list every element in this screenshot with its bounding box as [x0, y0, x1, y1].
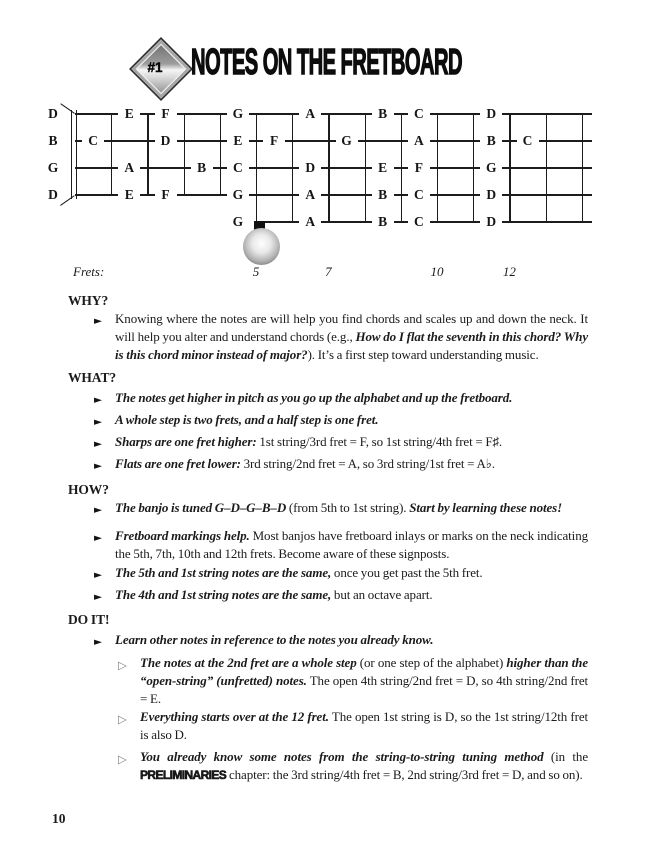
nut-line	[71, 110, 72, 199]
string-line	[75, 113, 592, 114]
chapter-number: #1	[147, 60, 163, 75]
page-title	[191, 41, 648, 82]
text-segment: 1st string/3rd fret = F, so 1st string/4th fret = F♯.	[256, 434, 503, 449]
triangle-bullet-icon: ►	[94, 393, 102, 406]
section-heading: WHAT?	[68, 370, 117, 385]
fret-line	[473, 113, 474, 222]
section-heading: HOW?	[68, 482, 109, 497]
note-letter: C	[408, 213, 430, 231]
fret-number: 10	[430, 264, 444, 279]
note-letter: B	[372, 105, 394, 123]
note-letter: G	[227, 186, 249, 204]
text-segment: A whole step is two frets, and a half step is one fret.	[115, 412, 379, 427]
note-letter: B	[191, 159, 213, 177]
nut-line	[76, 110, 78, 199]
open-string-label: G	[232, 214, 244, 229]
note-letter: G	[227, 105, 249, 123]
note-letter: A	[299, 186, 321, 204]
text-segment: Knowing where the notes are will help you find chords and scales up and down the neck. It will help you alter and understand chords (e.g.,	[115, 311, 588, 344]
note-letter: E	[118, 105, 140, 123]
lesson-content	[68, 292, 588, 784]
open-string-label: B	[48, 133, 58, 148]
text-segment: The notes get higher in pitch as you go up the alphabet and up the fretboard.	[115, 390, 513, 405]
text-segment: The open 1st string is D, so the 1st string/12th fret is also D.	[140, 709, 588, 742]
note-letter: D	[299, 159, 321, 177]
note-letter: D	[480, 213, 502, 231]
page-number: 10	[52, 811, 66, 826]
bullet-item	[68, 564, 588, 582]
sub-bullet-item	[68, 708, 588, 744]
note-letter: F	[155, 186, 177, 204]
note-letter: E	[227, 132, 249, 150]
note-letter: E	[372, 159, 394, 177]
triangle-bullet-icon: ►	[94, 314, 102, 327]
note-letter: G	[480, 159, 502, 177]
note-letter: B	[480, 132, 502, 150]
text-segment: The 5th and 1st string notes are the same,	[115, 565, 332, 580]
fret-line	[437, 113, 438, 222]
bullet-item	[68, 411, 588, 429]
text-segment: (or one step of the alphabet)	[356, 655, 507, 670]
bullet-item	[68, 586, 588, 604]
fret-line	[365, 113, 366, 222]
text-segment: The open 4th string/2nd fret = D, so 4th string/2nd fret = E.	[140, 673, 588, 706]
note-letter: A	[299, 105, 321, 123]
open-triangle-bullet-icon: ▷	[118, 711, 127, 726]
note-letter: A	[118, 159, 140, 177]
note-letter: D	[480, 186, 502, 204]
fret-line	[328, 113, 329, 222]
fret-line	[111, 113, 112, 195]
text-segment: You already know some notes from the string-to-string tuning method	[140, 749, 544, 764]
text-segment: Start by learning these notes!	[409, 500, 563, 515]
text-segment: but an octave apart.	[331, 587, 433, 602]
fret-line	[509, 113, 510, 222]
string-line	[75, 194, 592, 195]
triangle-bullet-icon: ►	[94, 568, 102, 581]
bullet-item	[68, 631, 588, 649]
fret-number: 7	[325, 264, 332, 279]
text-segment: PRELIMINARIES	[140, 768, 227, 782]
fret-line	[256, 113, 257, 222]
fret-line	[184, 113, 185, 195]
text-segment: Fretboard markings help.	[115, 528, 250, 543]
triangle-bullet-icon: ►	[94, 590, 102, 603]
fret-line	[292, 113, 293, 222]
open-triangle-bullet-icon: ▷	[118, 751, 127, 766]
triangle-bullet-icon: ►	[94, 459, 102, 472]
sub-bullet-item	[68, 654, 588, 708]
sub-bullet-item	[68, 748, 588, 784]
fret-line	[582, 113, 583, 222]
open-string-label: G	[47, 160, 59, 175]
triangle-bullet-icon: ►	[94, 415, 102, 428]
bullet-item	[68, 389, 588, 407]
text-segment: The notes at the 2nd fret are a whole step	[140, 655, 357, 670]
note-letter: C	[408, 105, 430, 123]
note-letter: F	[263, 132, 285, 150]
bullet-item	[68, 499, 588, 517]
text-segment: The 4th and 1st string notes are the same,	[115, 587, 332, 602]
open-string-label: D	[48, 187, 58, 202]
text-segment: higher than the “open-string” (unfretted) notes.	[140, 655, 588, 688]
fret-line	[546, 113, 547, 222]
text-segment: (from 5th to 1st string).	[286, 500, 410, 515]
note-letter: D	[480, 105, 502, 123]
note-letter: B	[372, 186, 394, 204]
triangle-bullet-icon: ►	[94, 635, 102, 648]
string-line	[75, 140, 592, 141]
section-heading: WHY?	[68, 293, 109, 308]
bullet-item	[68, 527, 588, 563]
open-triangle-bullet-icon: ▷	[118, 657, 127, 672]
note-letter: C	[408, 186, 430, 204]
bullet-item	[68, 433, 588, 451]
text-segment: chapter: the 3rd string/4th fret = B, 2nd string/3rd fret = D, and so on).	[226, 767, 583, 782]
fret-number: 5	[252, 264, 260, 279]
fret-line	[147, 113, 148, 195]
note-letter: F	[408, 159, 430, 177]
note-letter: F	[155, 105, 177, 123]
note-letter: C	[517, 132, 539, 150]
note-letter: E	[118, 186, 140, 204]
text-segment: Learn other notes in reference to the notes you already know.	[115, 632, 434, 647]
string-line	[75, 167, 592, 168]
text-segment: once you get past the 5th fret.	[331, 565, 483, 580]
text-segment: 3rd string/2nd fret = A, so 3rd string/1st fret = A♭.	[240, 456, 495, 471]
triangle-bullet-icon: ►	[94, 437, 102, 450]
note-letter: G	[336, 132, 358, 150]
text-segment: Everything starts over at the 12 fret.	[140, 709, 329, 724]
text-segment: (in the	[543, 749, 588, 764]
triangle-bullet-icon: ►	[94, 503, 102, 516]
bullet-item	[68, 310, 588, 364]
note-letter: D	[155, 132, 177, 150]
note-letter: C	[82, 132, 104, 150]
frets-caption: Frets:	[73, 264, 105, 279]
note-letter: C	[227, 159, 249, 177]
fret-number: 12	[502, 264, 516, 279]
section-heading: DO IT!	[68, 612, 110, 627]
text-segment: ). It’s a first step toward understanding music.	[307, 347, 539, 362]
note-letter: B	[372, 213, 394, 231]
tuning-peg-ball-icon	[243, 228, 280, 265]
text-segment: Sharps are one fret higher:	[115, 434, 257, 449]
note-letter: A	[299, 213, 321, 231]
text-segment: Flats are one fret lower:	[115, 456, 241, 471]
fret-line	[401, 113, 402, 222]
text-segment: Most banjos have fretboard inlays or marks on the neck indicating the 5th, 7th, 10th and 12th frets. Become aware of these signposts.	[115, 528, 588, 561]
open-string-label: D	[48, 106, 58, 121]
text-segment: How do I flat the seventh in this chord? Why is this chord minor instead of major?	[115, 329, 588, 362]
fret-line	[220, 113, 221, 195]
bullet-item	[68, 455, 588, 473]
note-letter: A	[408, 132, 430, 150]
page-title-text: NOTES ON THE FRETBOARD	[191, 41, 463, 82]
text-segment: The banjo is tuned G–D–G–B–D	[115, 500, 287, 515]
triangle-bullet-icon: ►	[94, 531, 102, 544]
